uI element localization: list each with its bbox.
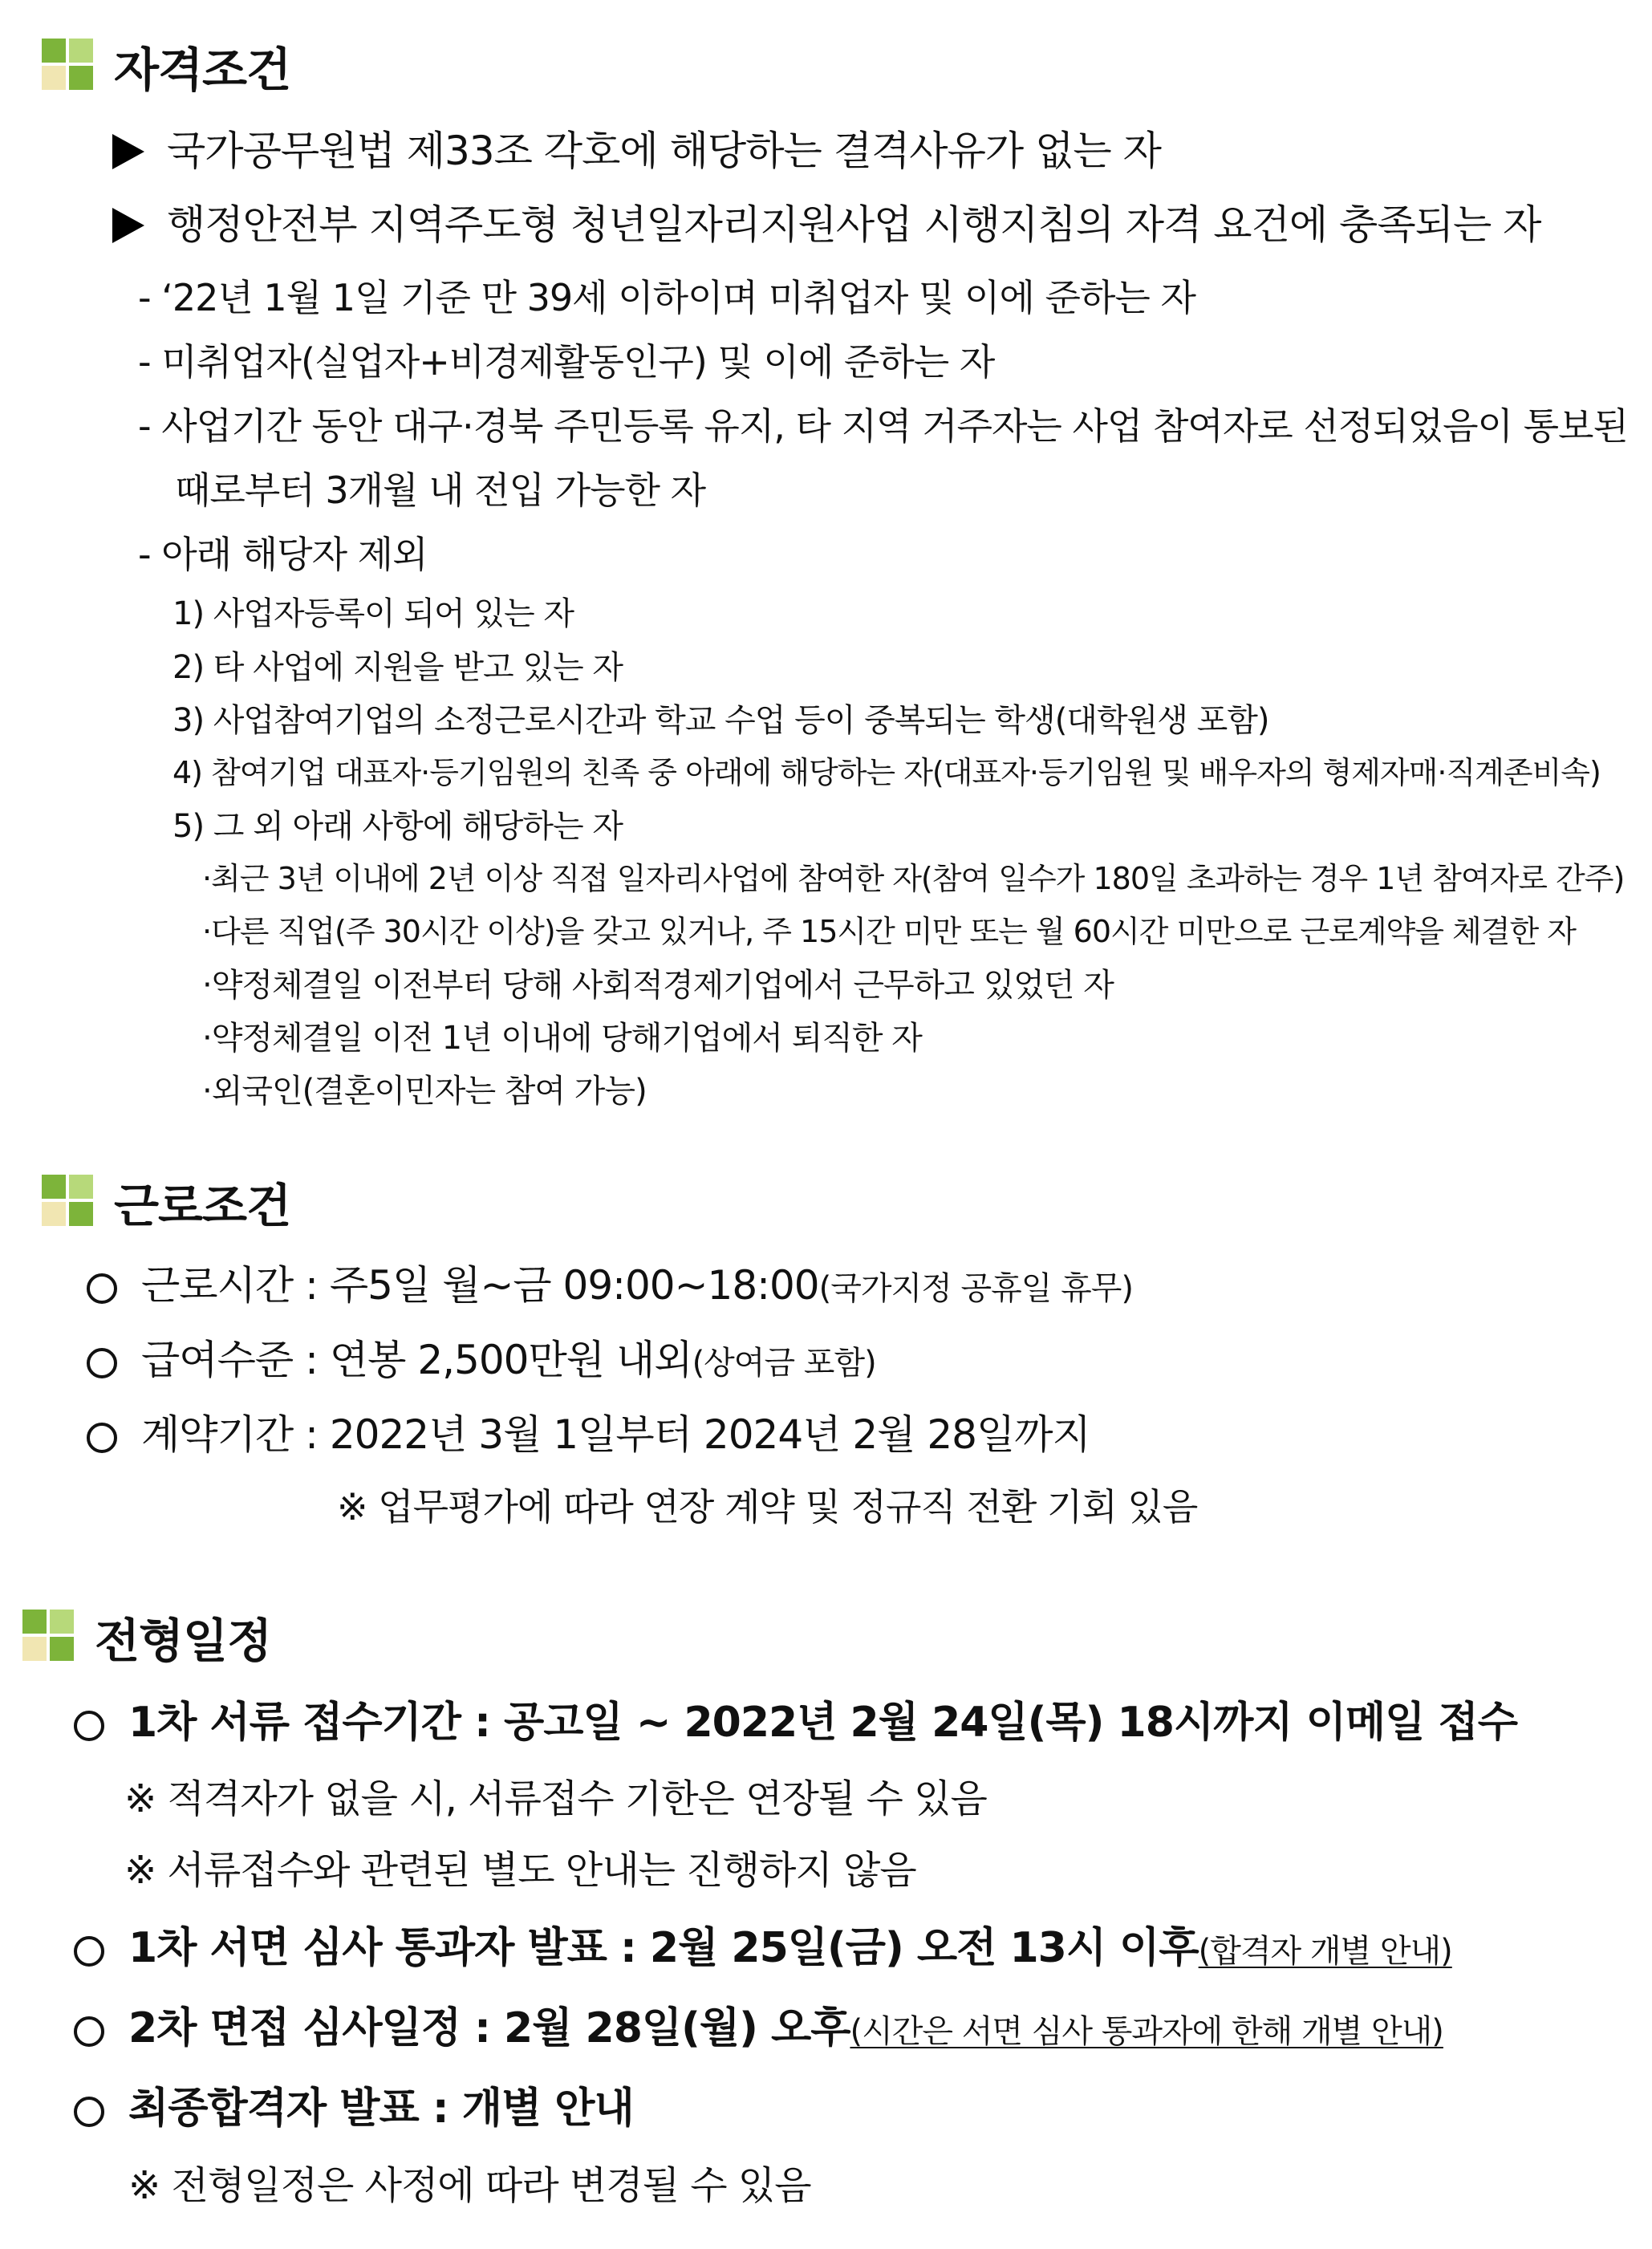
dash-item-4: - 아래 해당자 제외 [138,533,428,576]
bullet-item-4: ·약정체결일 이전 1년 이내에 당해기업에서 퇴직한 자 [202,1020,922,1057]
work-item-salary: 급여수준 : 연봉 2,500만원 내외(상여금 포함) [87,1328,876,1386]
arrow-item-2: 행정안전부 지역주도형 청년일자리지원사업 시행지침의 자격 요건에 충족되는 자 [112,193,1540,250]
circle-bullet-icon [74,1711,104,1741]
numbered-item-3: 3) 사업참여기업의 소정근로시간과 학교 수업 등이 중복되는 학생(대학원생 포함) [173,702,1269,739]
dash-item-3: - 사업기간 동안 대구·경북 주민등록 유지, 타 지역 거주자는 사업 참여자로 선정되었음이 통보된 [138,404,1628,448]
schedule-item-documents: 1차 서류 접수기간 : 공고일 ~ 2022년 2월 24일(목) 18시까지 이메일 접수 [74,1688,1517,1748]
bullet-item-5: ·외국인(결혼이민자는 참여 가능) [202,1073,647,1110]
qualification-title: 자격조건 [114,43,291,97]
dash-item-1: - ‘22년 1월 1일 기준 만 39세 이하이며 미취업자 및 이에 준하는 자 [138,276,1195,319]
triangle-icon [112,134,144,169]
circle-bullet-icon [87,1273,117,1304]
circle-bullet-icon [87,1348,117,1378]
schedule-item-final: 최종합격자 발표 : 개별 안내 [74,2074,634,2134]
bullet-item-3: ·약정체결일 이전부터 당해 사회적경제기업에서 근무하고 있었던 자 [202,967,1114,1004]
work-note: ※ 업무평가에 따라 연장 계약 및 정규직 전환 기회 있음 [337,1485,1198,1528]
work-title: 근로조건 [114,1179,291,1233]
circle-bullet-icon [74,1936,104,1967]
bullet-item-1: ·최근 3년 이내에 2년 이상 직접 일자리사업에 참여한 자(참여 일수가 180일 초과하는 경우 1년 참여자로 간주) [202,861,1625,896]
work-item-hours: 근로시간 : 주5일 월~금 09:00~18:00(국가지정 공휴일 휴무) [87,1253,1133,1311]
numbered-item-4: 4) 참여기업 대표자·등기임원의 친족 중 아래에 해당하는 자(대표자·등기임원 및 배우자의 형제자매·직계존비속) [173,755,1601,790]
arrow-item-1: 국가공무원법 제33조 각호에 해당하는 결격사유가 없는 자 [112,119,1161,177]
numbered-item-1: 1) 사업자등록이 되어 있는 자 [173,595,574,632]
work-item-contract: 계약기간 : 2022년 3월 1일부터 2024년 2월 28일까지 [87,1403,1090,1460]
schedule-item-written-result: 1차 서면 심사 통과자 발표 : 2월 25일(금) 오전 13시 이후(합격자 개별 안내) [74,1914,1452,1974]
schedule-note-1: ※ 적격자가 없을 시, 서류접수 기한은 연장될 수 있음 [124,1776,987,1821]
circle-bullet-icon [74,2016,104,2047]
schedule-note-2: ※ 서류접수와 관련된 별도 안내는 진행하지 않음 [124,1848,916,1893]
bullet-item-2: ·다른 직업(주 30시간 이상)을 갖고 있거나, 주 15시간 미만 또는 월 60시간 미만으로 근로계약을 체결한 자 [202,914,1576,949]
numbered-item-5: 5) 그 외 아래 사항에 해당하는 자 [173,808,623,845]
dash-item-3-continued: 때로부터 3개월 내 전입 가능한 자 [175,469,706,512]
circle-bullet-icon [87,1423,117,1453]
triangle-icon [112,208,144,243]
circle-bullet-icon [74,2097,104,2127]
numbered-item-2: 2) 타 사업에 지원을 받고 있는 자 [173,649,623,686]
schedule-item-interview: 2차 면접 심사일정 : 2월 28일(월) 오후(시간은 서면 심사 통과자에 한해 개별 안내) [74,1994,1443,2054]
dash-item-2: - 미취업자(실업자+비경제활동인구) 및 이에 준하는 자 [138,340,995,384]
schedule-note-3: ※ 전형일정은 사정에 따라 변경될 수 있음 [128,2163,811,2208]
schedule-title: 전형일정 [95,1614,272,1668]
